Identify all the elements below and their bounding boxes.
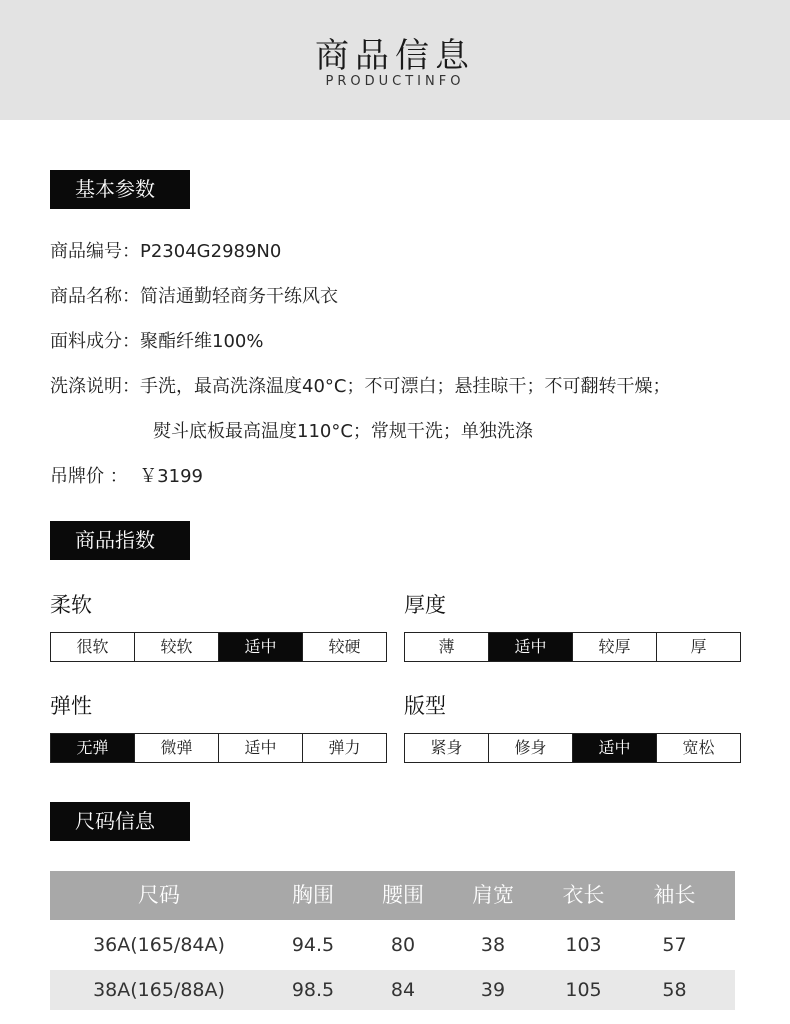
param-row — [50, 462, 203, 488]
section-tag-size: 尺码信息 — [50, 802, 190, 841]
header-cell: 衣长 — [562, 883, 605, 907]
param-key: 商品名称： — [50, 286, 140, 307]
scale-option: 适中 — [573, 734, 657, 762]
param-value: P2304G2989N0 — [140, 241, 282, 262]
scale-option: 适中 — [219, 734, 303, 762]
table-cell: 38A(165/88A) — [93, 979, 225, 1001]
header-cell: 腰围 — [382, 883, 424, 907]
scale-option: 厚 — [657, 633, 740, 661]
thickness-scale — [404, 632, 741, 662]
param-value: 聚酯纤维100% — [140, 331, 264, 352]
section-tag-basic: 基本参数 — [50, 170, 190, 209]
scale-option: 紧身 — [405, 734, 489, 762]
scale-option: 适中 — [219, 633, 303, 661]
fit-scale — [404, 733, 741, 763]
param-key: 吊牌价 ： — [50, 466, 128, 487]
header-banner — [0, 0, 790, 120]
table-cell: 105 — [565, 979, 602, 1001]
scale-option: 微弹 — [135, 734, 219, 762]
param-key: 面料成分： — [50, 331, 140, 352]
param-row — [50, 237, 281, 263]
table-cell: 58 — [662, 979, 687, 1001]
table-row — [50, 925, 735, 965]
param-key: 商品编号： — [50, 241, 140, 262]
scale-option: 适中 — [489, 633, 573, 661]
softness-scale — [50, 632, 387, 662]
table-cell: 103 — [565, 934, 602, 956]
param-row — [50, 327, 263, 353]
table-cell: 94.5 — [291, 934, 335, 956]
param-row — [50, 282, 338, 308]
table-cell: 57 — [662, 934, 687, 956]
page-title: 商品信息 — [315, 36, 475, 76]
scale-option: 较硬 — [303, 633, 386, 661]
param-value: 熨斗底板最高温度110°C；常规干洗；单独洗涤 — [153, 421, 533, 442]
param-value: ￥3199 — [139, 466, 203, 487]
scale-option: 无弹 — [51, 734, 135, 762]
scale-option: 薄 — [405, 633, 489, 661]
table-cell: 39 — [480, 979, 506, 1001]
table-cell: 36A(165/84A) — [93, 934, 225, 956]
param-value: 简洁通勤轻商务干练风衣 — [140, 286, 338, 307]
scale-option: 宽松 — [657, 734, 740, 762]
scale-option: 弹力 — [303, 734, 386, 762]
table-cell: 80 — [390, 934, 416, 956]
param-row — [50, 372, 670, 398]
elasticity-scale — [50, 733, 387, 763]
index-label-softness: 柔软 — [50, 593, 92, 617]
table-row — [50, 970, 735, 1010]
scale-option: 很软 — [51, 633, 135, 661]
scale-option: 修身 — [489, 734, 573, 762]
scale-option: 较厚 — [573, 633, 657, 661]
param-key: 洗涤说明： — [50, 376, 140, 397]
scale-option: 较软 — [135, 633, 219, 661]
table-cell: 84 — [390, 979, 416, 1001]
section-tag-index: 商品指数 — [50, 521, 190, 560]
index-label-elasticity: 弹性 — [50, 694, 92, 718]
size-table-header — [50, 871, 735, 920]
size-table — [50, 871, 735, 1010]
page-subtitle: PRODUCTINFO — [325, 74, 465, 89]
index-label-fit: 版型 — [404, 694, 446, 718]
param-row-continued — [153, 417, 533, 443]
table-cell: 38 — [480, 934, 506, 956]
index-label-thickness: 厚度 — [404, 593, 446, 617]
header-cell: 袖长 — [653, 883, 696, 907]
header-cell: 肩宽 — [472, 883, 514, 907]
header-cell: 胸围 — [292, 883, 334, 907]
param-value: 手洗，最高洗涤温度40°C；不可漂白；悬挂晾干；不可翻转干燥； — [140, 376, 671, 397]
table-cell: 98.5 — [291, 979, 335, 1001]
header-cell: 尺码 — [138, 883, 180, 907]
